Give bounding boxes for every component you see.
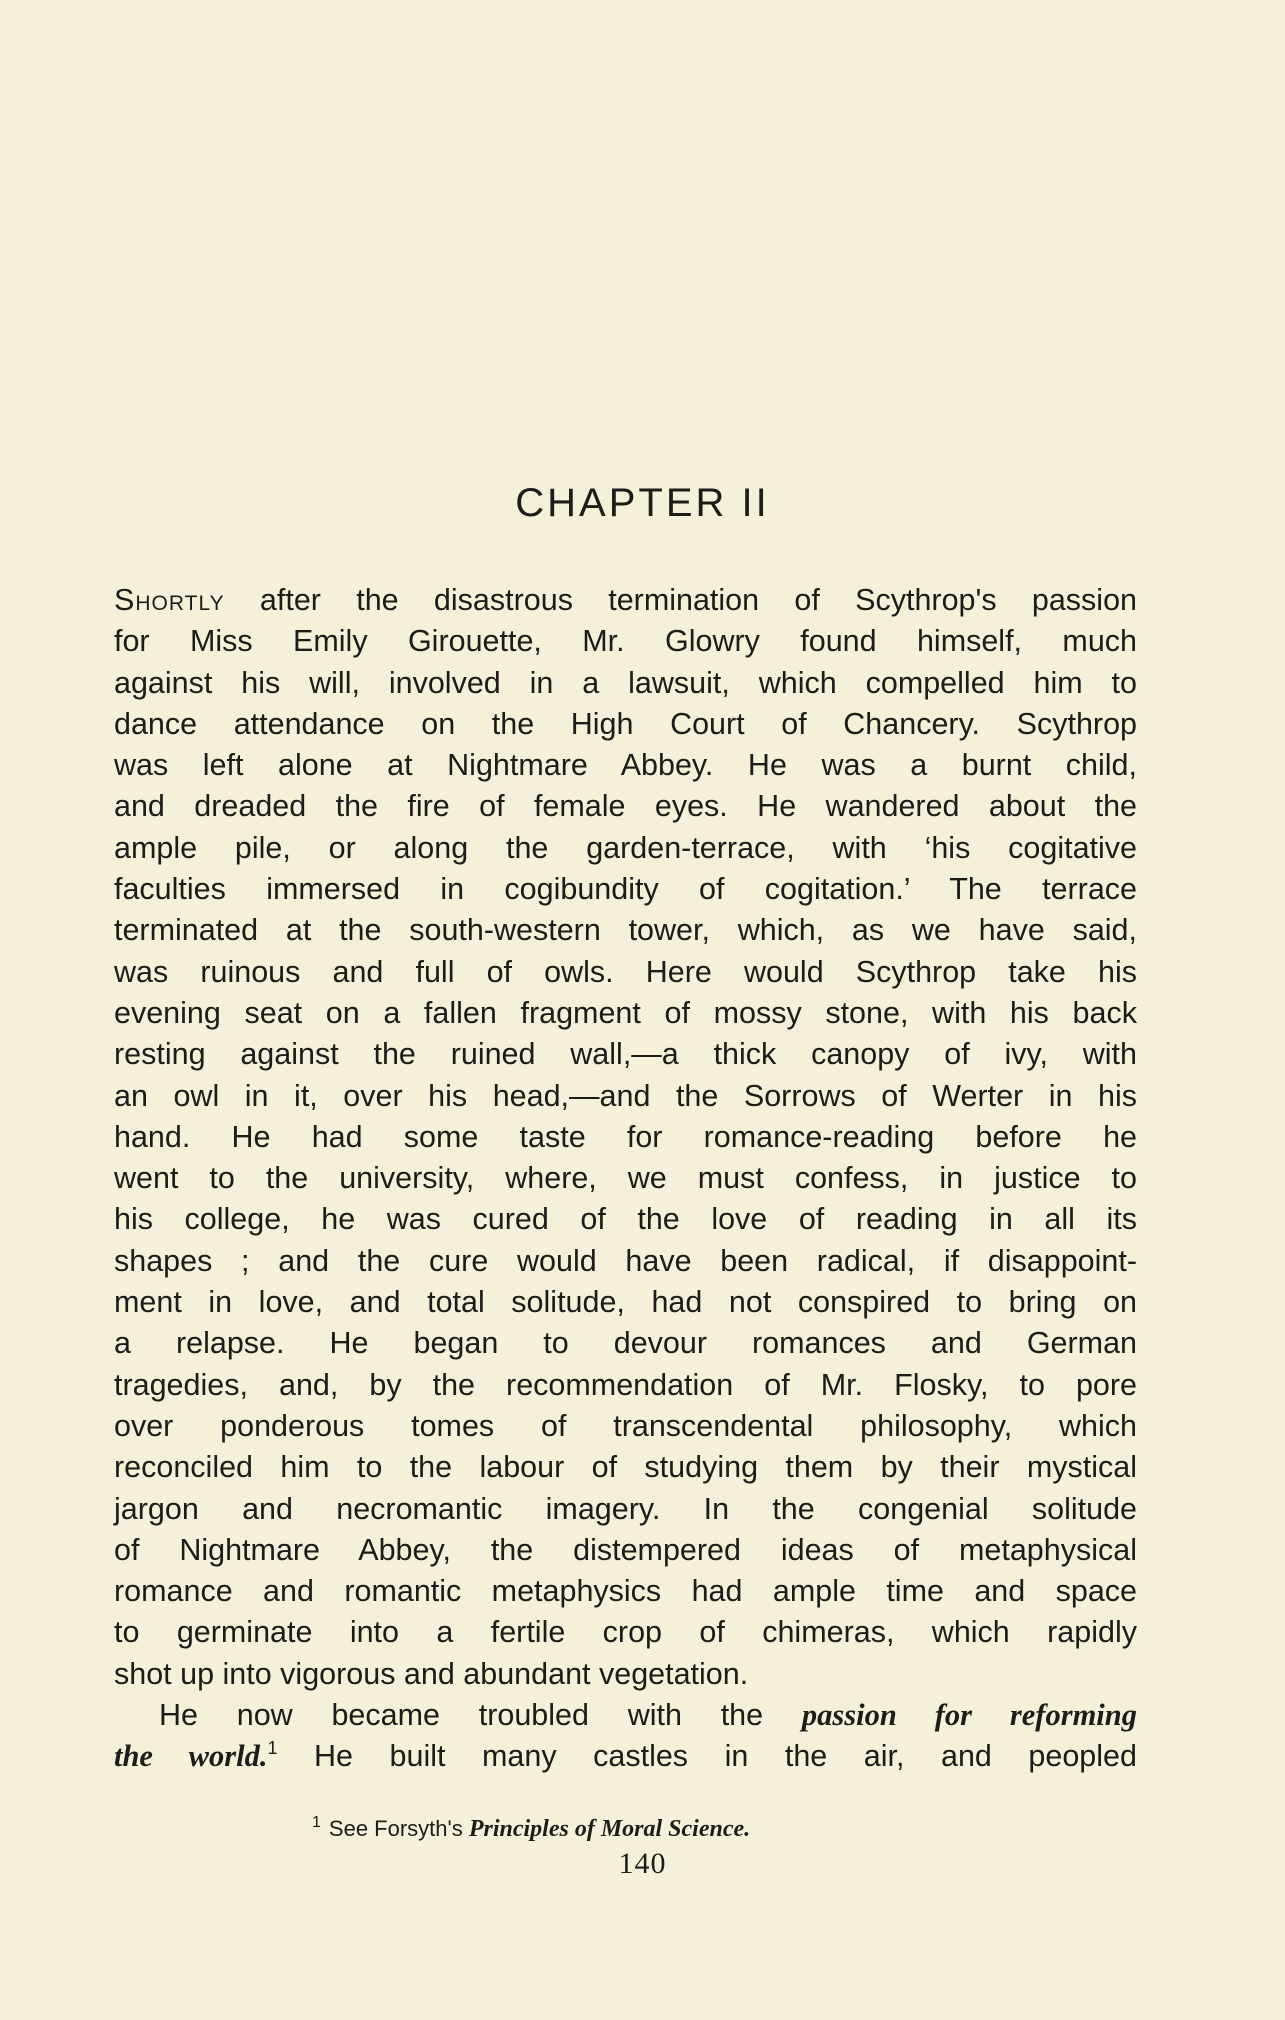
text-line: was left alone at Nightmare Abbey. He was a burnt child, — [114, 748, 1137, 783]
text-line: an owl in it, over his head,—and the Sorrows of Werter in his — [114, 1078, 1137, 1113]
text-line: against his will, involved in a lawsuit, which compelled him to — [114, 665, 1137, 700]
text-line: evening seat on a fallen fragment of mossy stone, with his back — [114, 995, 1137, 1030]
text-line: the world.$^1$ He built many castles in the air, and peopled — [114, 1738, 1137, 1774]
page-number: 140 — [618, 1847, 667, 1880]
text-line: jargon and necromantic imagery. In the congenial solitude — [114, 1491, 1137, 1526]
text-line: romance and romantic metaphysics had ample time and space — [114, 1574, 1137, 1609]
footnote — [312, 1808, 750, 1844]
text-line: over ponderous tomes of transcendental philosophy, which — [114, 1408, 1137, 1443]
text-line: shot up into vigorous and abundant vegetation. — [114, 1656, 749, 1691]
chapter-heading: CHAPTER II — [515, 481, 770, 525]
text-line: went to the university, where, we must confess, in justice to — [114, 1161, 1137, 1196]
text-line: to germinate into a fertile crop of chimeras, which rapidly — [114, 1615, 1137, 1650]
text-line: faculties immersed in cogibundity of cogitation.’ The terrace — [114, 872, 1137, 907]
text-line: dance attendance on the High Court of Chancery. Scythrop — [114, 706, 1137, 741]
footnote-mark: 1 — [312, 1814, 321, 1831]
text-line: for Miss Emily Girouette, Mr. Glowry found himself, much — [114, 624, 1137, 659]
text-line: ment in love, and total solitude, had not conspired to bring on — [114, 1285, 1137, 1320]
text-line: and dreaded the fire of female eyes. He wandered about the — [114, 789, 1137, 824]
chapter-body — [114, 580, 1137, 1778]
text-line: was ruinous and full of owls. Here would Scythrop take his — [114, 954, 1137, 989]
text-line: a relapse. He began to devour romances and German — [114, 1326, 1137, 1361]
footnote-reference[interactable]: 1 — [267, 1738, 278, 1759]
opening-word: Shortly — [114, 583, 225, 617]
text-line: his college, he was cured of the love of reading in all its — [114, 1202, 1137, 1237]
italic-phrase: the world. — [114, 1739, 268, 1774]
text-line: shapes ; and the cure would have been radical, if disappoint- — [114, 1243, 1137, 1278]
italic-phrase: passion for reforming — [801, 1698, 1137, 1733]
text-line: resting against the ruined wall,—a thick canopy of ivy, with — [114, 1037, 1137, 1072]
text-line: hand. He had some taste for romance-reading before he — [114, 1119, 1137, 1154]
text-line: Shortly after the disastrous termination of Scythrop's passion — [114, 583, 1138, 617]
footnote-book-title: Principles of Moral Science. — [468, 1816, 751, 1842]
text-line: tragedies, and, by the recommendation of Mr. Flosky, to pore — [114, 1367, 1137, 1402]
text-line: ample pile, or along the garden-terrace, with ‘his cogitative — [114, 830, 1137, 865]
text-line: reconciled him to the labour of studying them by their mystical — [114, 1450, 1137, 1485]
footnote-text: See Forsyth's — [328, 1816, 463, 1841]
text-line: terminated at the south-western tower, which, as we have said, — [114, 913, 1137, 948]
text-line: of Nightmare Abbey, the distempered ideas of metaphysical — [114, 1532, 1137, 1567]
text-line: He now became troubled with the passion for reforming — [159, 1698, 1137, 1733]
